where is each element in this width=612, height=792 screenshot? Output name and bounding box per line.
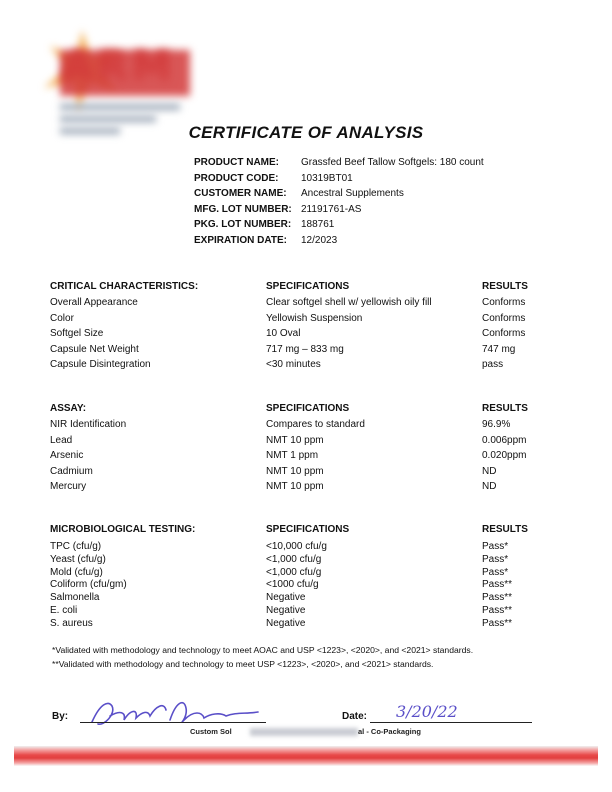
test-spec: 717 mg – 833 mg <box>266 343 344 355</box>
test-result: ND <box>482 465 497 477</box>
logo-address-blur <box>60 116 156 122</box>
test-name: NIR Identification <box>50 419 127 430</box>
signature-area <box>0 690 612 750</box>
table-row <box>50 554 570 567</box>
test-result: pass <box>482 359 504 370</box>
date-label: Date: <box>342 711 368 722</box>
table-row <box>50 359 570 375</box>
test-spec: Negative <box>266 617 306 629</box>
test-name: Capsule Net Weight <box>50 343 139 355</box>
by-label: By: <box>52 711 69 722</box>
test-result: Pass** <box>482 604 513 616</box>
product-info-label: PRODUCT NAME: <box>194 157 279 168</box>
test-name: TPC (cfu/g) <box>50 541 102 552</box>
product-info <box>194 157 484 251</box>
test-name: Arsenic <box>50 450 84 461</box>
product-info-row <box>194 204 484 220</box>
test-name: Coliform (cfu/gm) <box>50 579 127 591</box>
test-result: Conforms <box>482 328 526 339</box>
table-row <box>50 419 570 435</box>
product-info-value: 12/2023 <box>301 234 338 246</box>
test-result: Pass** <box>482 592 513 604</box>
test-spec: Negative <box>266 604 306 616</box>
test-name: E. coli <box>50 604 78 616</box>
test-result: Pass** <box>482 579 513 591</box>
results-header: RESULTS <box>482 281 528 292</box>
test-spec: NMT 10 ppm <box>266 465 324 477</box>
section-title: CRITICAL CHARACTERISTICS: <box>50 281 199 292</box>
test-name: Cadmium <box>50 465 93 477</box>
table-row <box>50 313 570 329</box>
date-line <box>370 722 532 723</box>
test-spec: <30 minutes <box>266 359 321 370</box>
test-result: ND <box>482 481 497 492</box>
specifications-header: SPECIFICATIONS <box>266 281 350 292</box>
footer-color-band <box>14 746 598 766</box>
signature-line <box>80 722 266 723</box>
handwritten-date: 3/20/22 <box>396 702 458 721</box>
test-spec: Negative <box>266 592 306 604</box>
test-result: Pass* <box>482 566 509 578</box>
test-result: Conforms <box>482 297 526 308</box>
section-title: ASSAY: <box>50 403 87 414</box>
product-info-row <box>194 219 484 235</box>
test-spec: <1,000 cfu/g <box>266 566 322 578</box>
test-name: Salmonella <box>50 592 100 604</box>
product-info-row <box>194 173 484 189</box>
product-info-value: 10319BT01 <box>301 172 353 184</box>
table-row <box>50 435 570 451</box>
test-result: Pass* <box>482 553 509 565</box>
test-spec: <1,000 cfu/g <box>266 553 322 565</box>
section-title: MICROBIOLOGICAL TESTING: <box>50 524 196 535</box>
company-name-redacted <box>250 728 358 736</box>
test-name: Mold (cfu/g) <box>50 566 103 578</box>
microbiological-testing-section <box>50 524 570 631</box>
table-row <box>50 605 570 618</box>
test-spec: 10 Oval <box>266 328 301 339</box>
specifications-header: SPECIFICATIONS <box>266 403 350 414</box>
section-header-row <box>50 524 570 541</box>
test-name: Capsule Disintegration <box>50 359 151 370</box>
test-spec: Yellowish Suspension <box>266 312 363 324</box>
product-info-label: PRODUCT CODE: <box>194 172 279 184</box>
product-info-value: 21191761-AS <box>301 203 362 215</box>
test-result: 96.9% <box>482 419 511 430</box>
test-name: Color <box>50 312 74 324</box>
table-row <box>50 592 570 605</box>
test-result: Conforms <box>482 312 526 324</box>
table-row <box>50 466 570 482</box>
product-info-row <box>194 235 484 251</box>
test-name: Mercury <box>50 481 87 492</box>
test-spec: NMT 1 ppm <box>266 450 319 461</box>
footnotes <box>52 645 473 673</box>
test-spec: Compares to standard <box>266 419 365 430</box>
test-name: Overall Appearance <box>50 297 138 308</box>
test-name: S. aureus <box>50 617 93 629</box>
test-name: Yeast (cfu/g) <box>50 553 106 565</box>
test-spec: <1000 cfu/g <box>266 579 319 591</box>
table-row <box>50 618 570 631</box>
logo-tagline-blur <box>60 104 180 110</box>
test-spec: NMT 10 ppm <box>266 434 324 446</box>
test-result: 747 mg <box>482 343 516 355</box>
document-title: CERTIFICATE OF ANALYSIS <box>188 123 424 142</box>
assay-section <box>50 403 570 497</box>
critical-characteristics-section <box>50 281 570 375</box>
footnote-aoac-usp: *Validated with methodology and technology to meet AOAC and USP <1223>, <2020>, and <2021> standards. <box>52 645 474 655</box>
company-name-start: Custom Sol <box>190 727 232 736</box>
results-header: RESULTS <box>482 403 528 414</box>
table-row <box>50 541 570 554</box>
test-spec: <10,000 cfu/g <box>266 541 327 552</box>
test-result: Pass* <box>482 541 509 552</box>
handwritten-signature <box>86 696 266 732</box>
table-row <box>50 481 570 497</box>
product-info-label: MFG. LOT NUMBER: <box>194 203 292 215</box>
test-result: 0.006ppm <box>482 434 527 446</box>
test-result: 0.020ppm <box>482 450 527 461</box>
product-info-row <box>194 157 484 173</box>
table-row <box>50 450 570 466</box>
test-name: Lead <box>50 434 73 446</box>
product-info-label: EXPIRATION DATE: <box>194 234 287 246</box>
company-name-end: al - Co-Packaging <box>358 727 421 736</box>
product-info-value: Ancestral Supplements <box>301 188 404 200</box>
section-header-row <box>50 403 570 419</box>
table-row <box>50 328 570 344</box>
table-row <box>50 567 570 580</box>
product-info-value: Grassfed Beef Tallow Softgels: 180 count <box>301 157 484 168</box>
product-info-row <box>194 188 484 204</box>
product-info-label: CUSTOMER NAME: <box>194 188 287 200</box>
section-header-row <box>50 281 570 297</box>
specifications-header: SPECIFICATIONS <box>266 524 350 535</box>
results-header: RESULTS <box>482 524 528 535</box>
test-result: Pass** <box>482 617 513 629</box>
table-row <box>50 579 570 592</box>
product-info-value: 188761 <box>301 219 335 231</box>
table-row <box>50 297 570 313</box>
product-info-label: PKG. LOT NUMBER: <box>194 219 292 231</box>
table-row <box>50 344 570 360</box>
logo-text: ARM <box>62 44 176 90</box>
test-spec: NMT 10 ppm <box>266 481 324 492</box>
footnote-usp: **Validated with methodology and technology to meet USP <1223>, <2020>, and <2021> standards. <box>52 659 434 669</box>
test-spec: Clear softgel shell w/ yellowish oily fill <box>266 297 432 308</box>
test-name: Softgel Size <box>50 328 104 339</box>
